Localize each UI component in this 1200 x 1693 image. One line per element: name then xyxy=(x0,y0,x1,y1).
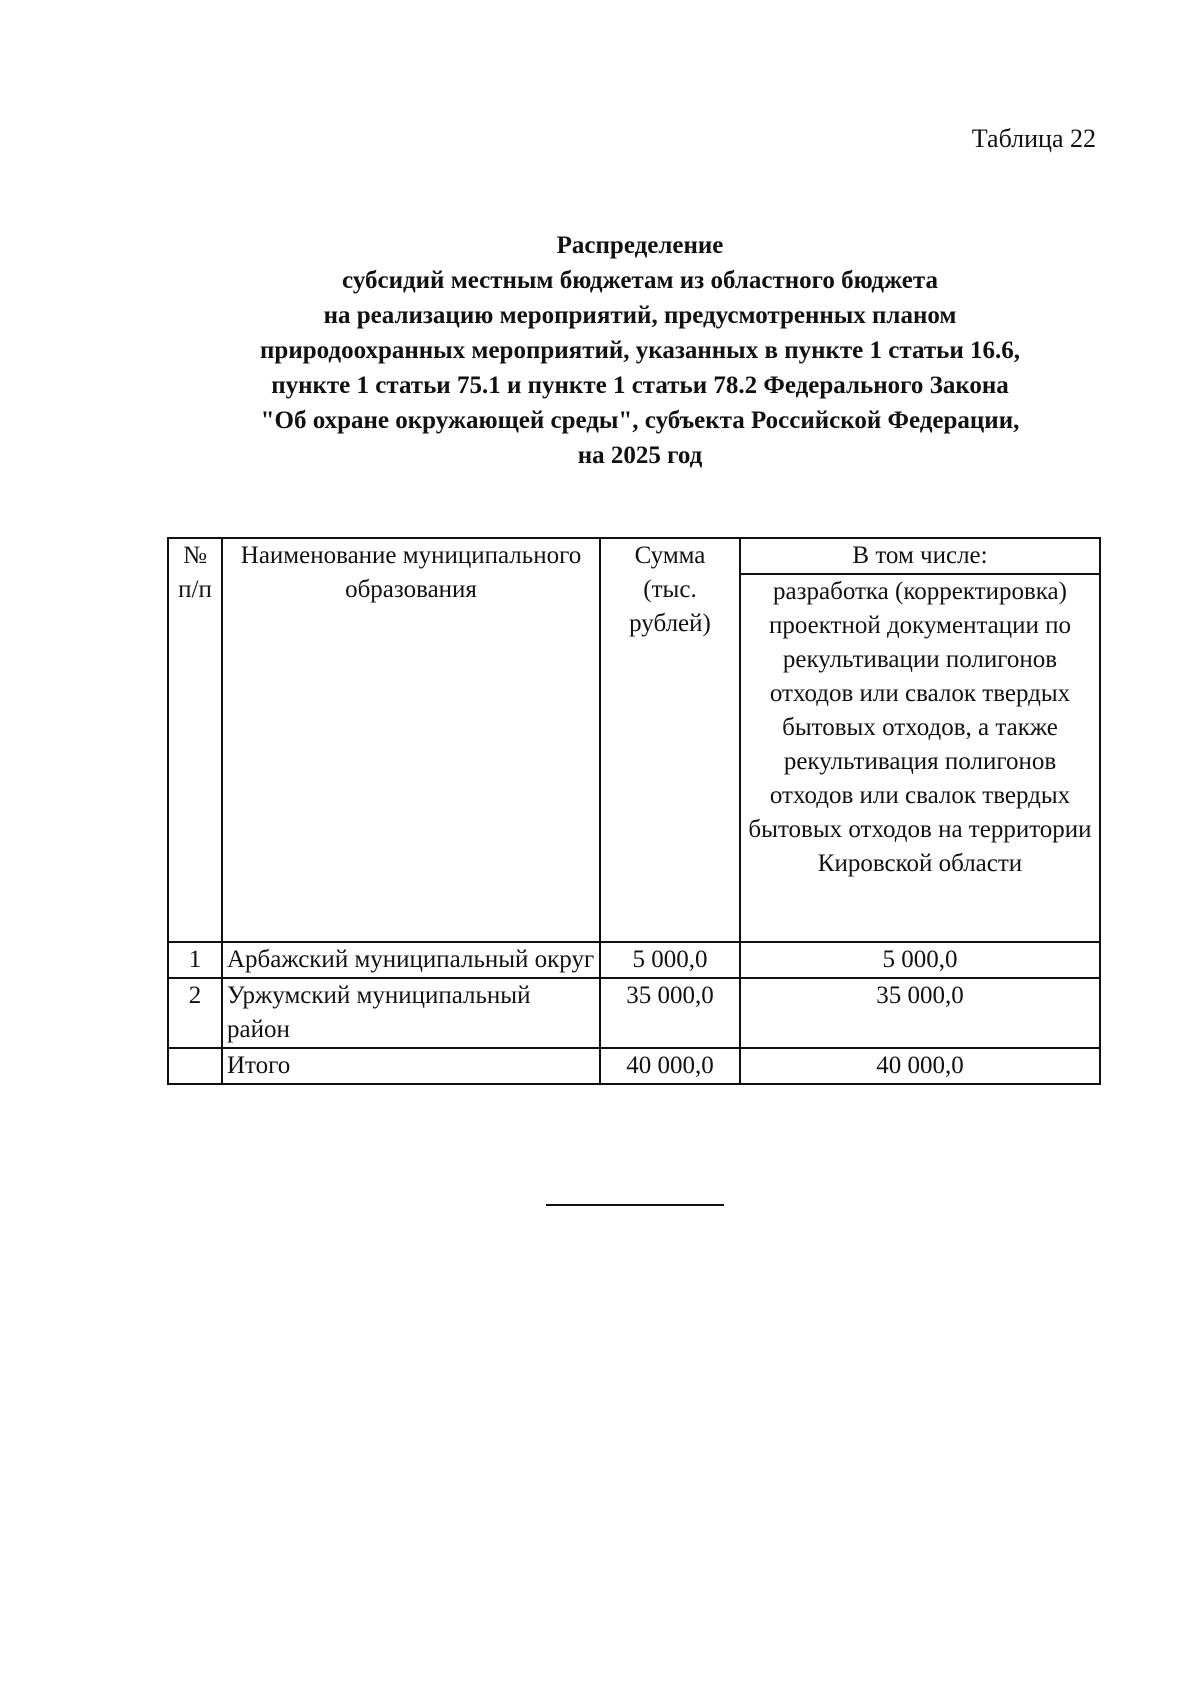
table-number-label: Таблица 22 xyxy=(971,124,1096,153)
total-num xyxy=(168,1048,222,1084)
title-line: субсидий местным бюджетам из областного бюджета xyxy=(342,267,938,294)
row-num: 2 xyxy=(168,978,222,1048)
row-sum: 35 000,0 xyxy=(600,978,740,1048)
row-sub: 5 000,0 xyxy=(740,942,1100,978)
title-line: природоохранных мероприятий, указанных в пункте 1 статьи 16.6, xyxy=(260,337,1020,364)
row-num: 1 xyxy=(168,942,222,978)
total-row xyxy=(168,1048,1100,1084)
row-sub: 35 000,0 xyxy=(740,978,1100,1048)
header-name: Наименование муниципального образования xyxy=(222,538,600,942)
row-name: Уржумский муниципальный район xyxy=(222,978,600,1048)
title-line: Распределение xyxy=(556,232,724,259)
header-including: В том числе: xyxy=(740,538,1100,574)
row-name: Арбажский муниципальный округ xyxy=(222,942,600,978)
subsidy-table xyxy=(167,537,1101,1085)
total-sum: 40 000,0 xyxy=(600,1048,740,1084)
table-row xyxy=(168,978,1100,1048)
header-num: № п/п xyxy=(168,538,222,942)
table-row xyxy=(168,942,1100,978)
row-sum: 5 000,0 xyxy=(600,942,740,978)
closing-rule xyxy=(546,1204,724,1206)
header-sum: Сумма (тыс. рублей) xyxy=(600,538,740,942)
total-name: Итого xyxy=(222,1048,600,1084)
document-title xyxy=(130,228,1150,473)
title-line: "Об охране окружающей среды", субъекта Российской Федерации, xyxy=(260,407,1020,434)
header-including-sub: разработка (корректировка) проектной документации по рекультивации полигонов отходов или свалок твердых бытовых отходов, а также рекультивация полигонов отходов или свалок твердых бытовых отходов на территории Кировской области xyxy=(740,574,1100,942)
title-line: пункте 1 статьи 75.1 и пункте 1 статьи 78.2 Федерального Закона xyxy=(271,372,1009,399)
title-line: на реализацию мероприятий, предусмотренных планом xyxy=(323,302,957,329)
total-sub: 40 000,0 xyxy=(740,1048,1100,1084)
title-line: на 2025 год xyxy=(577,442,703,469)
header-row xyxy=(168,538,1100,574)
